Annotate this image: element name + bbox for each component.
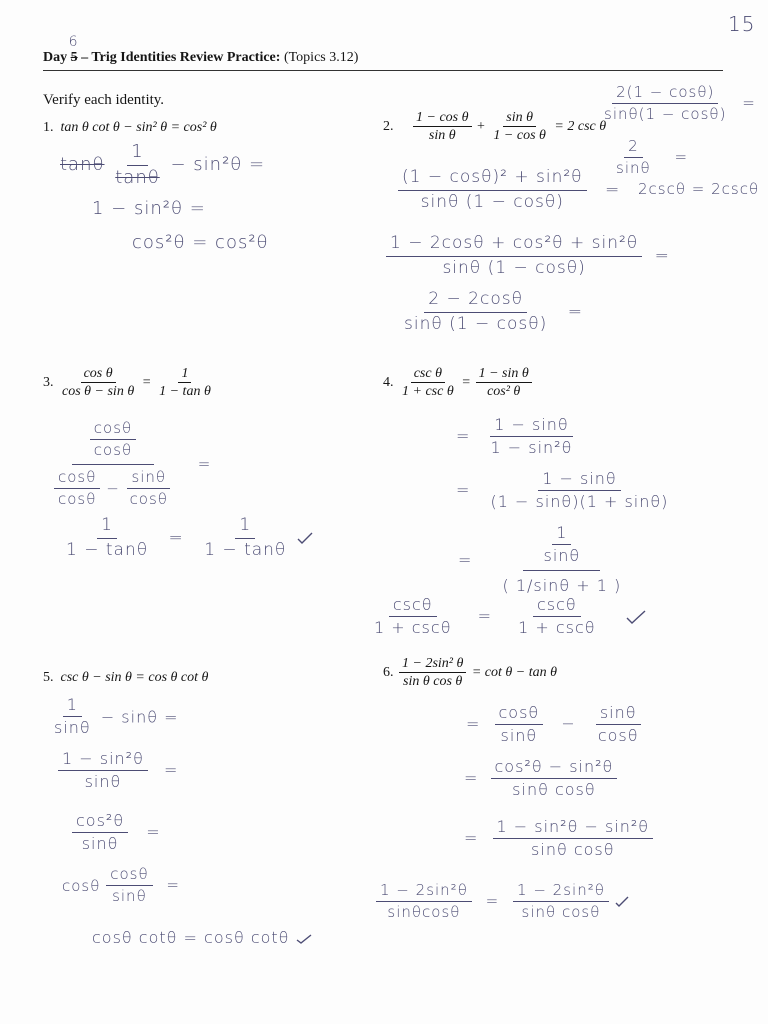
problem-6-work-1: [466, 704, 643, 746]
equals-sign: =: [477, 606, 492, 626]
fraction-numerator: cscθ: [389, 596, 437, 617]
worksheet-title: – Trig Identities Review Practice:: [77, 50, 281, 65]
fraction-denominator: sin θ cos θ: [403, 674, 463, 690]
problem-3-rhs-fraction: [156, 366, 214, 400]
fraction-denominator: sinθ: [81, 834, 119, 854]
problem-5-identity: csc θ − sin θ = cos θ cot θ: [60, 670, 209, 685]
fraction-denominator: sinθ(1 − cosθ): [604, 105, 727, 124]
problem-5-work-1-rest: − sinθ =: [100, 707, 179, 727]
problem-1-fraction-den: tanθ: [115, 166, 160, 188]
problem-2-work-3-fraction: [400, 290, 551, 334]
fraction-numerator: 1 − 2sin²θ: [376, 882, 472, 902]
problem-1-fraction: [111, 142, 164, 188]
problem-3-bottom-fraction-1: [54, 469, 100, 509]
problem-1-statement: [43, 120, 217, 136]
fraction-denominator: 1 + cscθ: [374, 618, 452, 638]
problem-4-work-1: [456, 416, 576, 458]
problem-1-work-line-2: 1 − sin²θ =: [92, 198, 206, 219]
fraction-numerator: 1 − sin²θ − sin²θ: [493, 818, 654, 839]
problem-5-work-3: [72, 812, 161, 854]
instruction: Verify each identity.: [43, 92, 165, 108]
fraction-denominator: sinθ cosθ: [512, 780, 596, 800]
fraction-numerator: 2: [624, 138, 643, 158]
problem-5-work-4-prefix: cosθ: [62, 876, 101, 895]
fraction-numerator: 2(1 − cosθ): [612, 84, 718, 104]
fraction-denominator: sinθ: [54, 718, 91, 738]
problem-1-rest: − sin²θ =: [170, 154, 266, 176]
fraction-numerator: 1 − 2sin²θ: [513, 882, 609, 902]
fraction-numerator: sinθ: [596, 704, 641, 725]
problem-2-side-work-3: 2cscθ = 2cscθ: [638, 180, 760, 198]
problem-4-final-left: [370, 596, 455, 638]
fraction-numerator: 1: [235, 516, 255, 539]
fraction-denominator: cosθ: [93, 441, 133, 460]
problem-2-work-2: [386, 234, 670, 278]
problem-4-final: [370, 596, 646, 638]
fraction-numerator: csc θ: [411, 366, 445, 383]
problem-6-final: [376, 882, 629, 922]
problem-5-final: cosθ cotθ = cosθ cotθ: [92, 928, 290, 947]
problem-6-work-1-fraction-a: [495, 704, 544, 746]
fraction-numerator: 1: [63, 696, 82, 717]
fraction-numerator: 2 − 2cosθ: [424, 290, 527, 313]
problem-5-work-3-fraction: [72, 812, 128, 854]
fraction-denominator: [48, 465, 178, 509]
checkmark-icon: [626, 610, 646, 624]
fraction-denominator: cosθ: [129, 489, 168, 508]
equals-sign: =: [168, 528, 184, 549]
fraction-numerator: [72, 420, 154, 465]
fraction-numerator: 1: [552, 524, 571, 545]
problem-5-work-1-fraction: [50, 696, 95, 738]
problem-6-work-2: [464, 758, 617, 800]
fraction-denominator: sinθ (1 − cosθ): [404, 313, 548, 334]
fraction-denominator: 1 − cos θ: [493, 128, 546, 144]
fraction-numerator: cos²θ − sin²θ: [491, 758, 618, 779]
problem-2-work-3: [400, 290, 583, 334]
problem-4-inner-fraction: [539, 524, 584, 566]
equals-sign: =: [604, 180, 621, 201]
problem-2-lhs-fraction-2: [490, 110, 549, 144]
minus-sign: −: [106, 478, 120, 497]
problem-5-work-4-fraction: [106, 866, 152, 906]
fraction-numerator: sin θ: [503, 110, 536, 127]
problem-6-work-2-fraction: [491, 758, 618, 800]
fraction-denominator: sinθ: [112, 887, 147, 906]
equals-sign: =: [458, 550, 473, 570]
problem-3-final-left: [62, 516, 152, 560]
problem-4-work-3: [458, 524, 627, 595]
problem-6-work-1-fraction-b: [594, 704, 643, 746]
fraction-denominator: sinθ (1 − cosθ): [442, 257, 586, 278]
page-number: 15: [728, 12, 756, 36]
equals-sign: =: [456, 426, 471, 446]
equals-sign: =: [464, 828, 479, 848]
problem-2-statement: [383, 110, 606, 144]
equals-sign: =: [567, 302, 583, 323]
problem-2-side-work-2: [612, 138, 688, 178]
problem-3-final: [62, 516, 313, 560]
problem-1-work-line-3: cos²θ = cos²θ: [132, 232, 269, 253]
fraction-numerator: 1 − 2sin² θ: [399, 656, 466, 673]
fraction-denominator: 1 − sin²θ: [490, 438, 573, 458]
fraction-numerator: 1: [178, 366, 191, 383]
problem-3-lhs-fraction: [59, 366, 137, 400]
equals-sign: =: [166, 876, 180, 895]
fraction-numerator: 1 − sinθ: [490, 416, 572, 437]
day-crossed: 5: [70, 50, 78, 65]
problem-2-side-fraction-2: [612, 138, 655, 178]
fraction-numerator: cosθ: [54, 469, 100, 489]
problem-3-final-right: [200, 516, 290, 560]
checkmark-icon: [297, 532, 313, 544]
header-rule: [43, 70, 723, 71]
fraction-numerator: 1: [97, 516, 117, 539]
equals-sign: =: [654, 246, 670, 267]
problem-4-work-2-fraction: [487, 470, 673, 512]
problem-5-work-4: [62, 866, 180, 906]
problem-2-side-fraction-1: [600, 84, 730, 124]
problem-1-crossed-tan: tanθ: [60, 154, 105, 176]
problem-6-statement: [383, 656, 557, 690]
fraction-denominator: sinθ (1 − cosθ): [420, 191, 564, 212]
problem-3-bottom-fraction-2: [126, 469, 172, 509]
problem-2-work-1: [398, 168, 620, 212]
equals-sign: =: [464, 768, 479, 788]
minus-sign: −: [561, 714, 576, 734]
problem-6-label: 6.: [383, 664, 394, 680]
fraction-denominator: 1 + cscθ: [518, 618, 596, 638]
fraction-denominator: cos² θ: [487, 384, 521, 400]
fraction-denominator: sinθ: [616, 159, 651, 178]
equals-sign: =: [485, 892, 500, 911]
problem-5-work-2: [58, 750, 178, 792]
fraction-numerator: (1 − cosθ)² + sin²θ: [398, 168, 587, 191]
plus-sign: +: [477, 118, 485, 134]
equals-sign: =: [742, 94, 756, 113]
fraction-denominator: sinθ: [543, 546, 581, 566]
problem-3-statement: [43, 366, 216, 400]
equals-sign: =: [462, 374, 471, 390]
fraction-denominator: cos θ − sin θ: [62, 384, 135, 400]
fraction-denominator: (1 − sinθ)(1 + sinθ): [490, 492, 669, 512]
fraction-numerator: cscθ: [533, 596, 581, 617]
worksheet-topics: (Topics 3.12): [280, 50, 359, 65]
problem-4-statement: [383, 366, 534, 400]
problem-1-work-line-1: [60, 142, 265, 188]
problem-2-lhs-fraction-1: [413, 110, 472, 144]
day-written: 6: [68, 34, 79, 50]
equals-sign: =: [163, 760, 179, 780]
equals-sign: =: [146, 822, 161, 842]
problem-3-label: 3.: [43, 374, 54, 390]
fraction-denominator: sinθ cosθ: [521, 903, 601, 922]
fraction-denominator: sinθ: [84, 772, 122, 792]
fraction-numerator: sinθ: [127, 469, 170, 489]
fraction-numerator: 1 − cos θ: [413, 110, 472, 127]
problem-2-work-1-fraction: [398, 168, 587, 212]
fraction-numerator: 1 − 2cosθ + cos²θ + sin²θ: [386, 234, 642, 257]
problem-6-final-right: [513, 882, 609, 922]
problem-4-lhs-fraction: [399, 366, 457, 400]
problem-1-fraction-num: 1: [127, 142, 147, 166]
problem-5-work-5: [92, 928, 312, 947]
fraction-denominator: 1 + csc θ: [402, 384, 454, 400]
equals-sign: =: [674, 148, 689, 167]
problem-2-label: 2.: [383, 118, 394, 134]
fraction-denominator: cosθ: [58, 489, 97, 508]
checkmark-icon: [615, 896, 629, 908]
problem-3-top-fraction: [90, 420, 136, 460]
problem-2-side-work-1: [600, 84, 756, 124]
fraction-denominator: 1 − tanθ: [204, 539, 287, 560]
fraction-denominator: sinθ: [500, 726, 538, 746]
problem-1-identity: tan θ cot θ − sin² θ = cos² θ: [60, 120, 217, 135]
fraction-denominator: ( 1/sinθ + 1 ): [502, 575, 622, 595]
problem-3-complex-fraction: [48, 420, 211, 508]
problem-4-rhs-fraction: [476, 366, 532, 400]
equals-sign: =: [197, 454, 212, 473]
fraction-numerator: cosθ: [90, 420, 136, 440]
problem-4-work-2: [456, 470, 672, 512]
problem-6-work-3: [464, 818, 653, 860]
fraction-numerator: [523, 524, 600, 571]
fraction-numerator: 1 − sin²θ: [58, 750, 148, 771]
problem-1-label: 1.: [43, 120, 54, 135]
fraction-numerator: 1 − sin θ: [476, 366, 532, 383]
problem-5-statement: [43, 670, 208, 686]
problem-5-work-1: [50, 696, 179, 738]
problem-5-label: 5.: [43, 670, 54, 685]
fraction-numerator: cos θ: [81, 366, 116, 383]
fraction-numerator: cosθ: [495, 704, 544, 725]
problem-3-outer-fraction: [48, 420, 178, 508]
problem-6-rhs: = cot θ − tan θ: [471, 664, 558, 680]
fraction-denominator: sin θ: [428, 128, 456, 144]
problem-6-work-3-fraction: [493, 818, 654, 860]
equals-sign: =: [142, 374, 151, 390]
worksheet-header: [43, 34, 359, 66]
fraction-numerator: cosθ: [106, 866, 152, 886]
problem-4-final-right: [514, 596, 599, 638]
problem-5-work-2-fraction: [58, 750, 148, 792]
problem-4-work-1-fraction: [487, 416, 577, 458]
equals-sign: =: [456, 480, 471, 500]
equals-sign: =: [466, 714, 481, 734]
checkmark-icon: [296, 934, 312, 944]
fraction-denominator: cosθ: [597, 726, 639, 746]
problem-2-work-2-fraction: [386, 234, 642, 278]
fraction-numerator: 1 − sinθ: [538, 470, 620, 491]
problem-4-complex-fraction: [497, 524, 628, 595]
fraction-numerator: cos²θ: [72, 812, 128, 833]
fraction-denominator: sinθcosθ: [387, 903, 461, 922]
problem-4-label: 4.: [383, 374, 394, 390]
fraction-denominator: 1 − tanθ: [66, 539, 149, 560]
fraction-denominator: 1 − tan θ: [159, 384, 211, 400]
problem-6-final-left: [376, 882, 472, 922]
day-prefix: Day: [43, 50, 71, 65]
problem-2-rhs: = 2 csc θ: [554, 118, 607, 134]
fraction-denominator: sinθ cosθ: [531, 840, 615, 860]
problem-6-lhs-fraction: [399, 656, 466, 690]
